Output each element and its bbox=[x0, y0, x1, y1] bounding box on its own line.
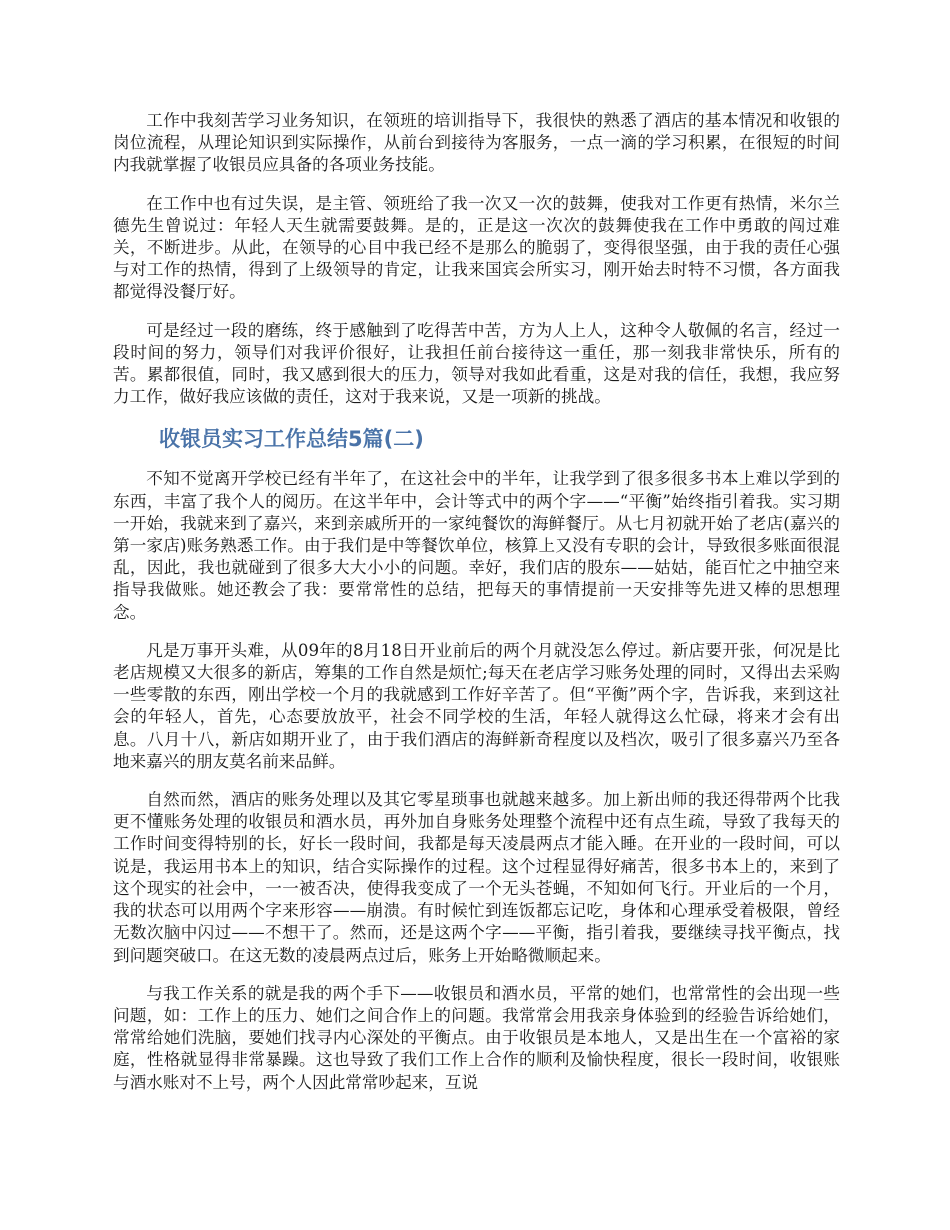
body-paragraph: 自然而然，酒店的账务处理以及其它零星琐事也就越来越多。加上新出师的我还得带两个比我更不懂账务处理的收银员和酒水员，再外加自身账务处理整个流程中还有点生疏，导致了我每天的工作时间变得特别的长，好长一段时间，我都是每天凌晨两点才能入睡。在开业的一段时间，可以说是，我运用书本上的知识，结合实际操作的过程。这个过程显得好痛苦，很多书本上的，来到了这个现实的社会中，一一被否决，使得我变成了一个无头苍蝇，不知如何飞行。开业后的一个月，我的状态可以用两个字来形容——崩溃。有时候忙到连饭都忘记吃，身体和心理承受着极限，曾经无数次脑中闪过——不想干了。然而，还是这两个字——平衡，指引着我，要继续寻找平衡点，找到问题突破口。在这无数的凌晨两点过后，账务上开始略微顺起来。 bbox=[113, 790, 840, 965]
body-paragraph: 与我工作关系的就是我的两个手下——收银员和酒水员，平常的她们，也常常性的会出现一些问题，如：工作上的压力、她们之间合作上的问题。我常常会用我亲身体验到的经验告诉给她们，常常给她们洗脑，要她们找寻内心深处的平衡点。由于收银员是本地人，又是出生在一个富裕的家庭，性格就显得非常暴躁。这也导致了我们工作上合作的顺利及愉快程度，很长一段时间，收银账与酒水账对不上号，两个人因此常常吵起来，互说 bbox=[113, 983, 840, 1092]
body-paragraph: 在工作中也有过失误，是主管、领班给了我一次又一次的鼓舞，使我对工作更有热情，米尔兰德先生曾说过：年轻人天生就需要鼓舞。是的，正是这一次次的鼓舞使我在工作中勇敢的闯过难关，不断进步。从此，在领导的心目中我已经不是那么的脆弱了，变得很坚强，由于我的责任心强与对工作的热情，得到了上级领导的肯定，让我来国宾会所实习，刚开始去时特不习惯，各方面我都觉得没餐厅好。 bbox=[113, 193, 840, 302]
body-paragraph: 不知不觉离开学校已经有半年了，在这社会中的半年，让我学到了很多很多书本上难以学到的东西，丰富了我个人的阅历。在这半年中，会计等式中的两个字——“平衡”始终指引着我。实习期一开始，我就来到了嘉兴，来到亲戚所开的一家纯餐饮的海鲜餐厅。从七月初就开始了老店(嘉兴的第一家店)账务熟悉工作。由于我们是中等餐饮单位，核算上又没有专职的会计，导致很多账面很混乱，因此，我也就碰到了很多大大小小的问题。幸好，我们店的股东——姑姑，能百忙之中抽空来指导我做账。她还教会了我：要常常性的总结，把每天的事情提前一天安排等先进又棒的思想理念。 bbox=[113, 469, 840, 622]
body-paragraph: 凡是万事开头难，从09年的8月18日开业前后的两个月就没怎么停过。新店要开张，何况是比老店规模又大很多的新店，筹集的工作自然是烦忙;每天在老店学习账务处理的同时，又得出去采购一些零散的东西，刚出学校一个月的我就感到工作好辛苦了。但“平衡”两个字，告诉我，来到这社会的年轻人，首先，心态要放放平，社会不同学校的生活，年轻人就得这么忙碌，将来才会有出息。八月十八，新店如期开业了，由于我们酒店的海鲜新奇程度以及档次，吸引了很多嘉兴乃至各地来嘉兴的朋友莫名前来品鲜。 bbox=[113, 640, 840, 771]
body-paragraph: 工作中我刻苦学习业务知识，在领班的培训指导下，我很快的熟悉了酒店的基本情况和收银的岗位流程，从理论知识到实际操作，从前台到接待为客服务，一点一滴的学习积累，在很短的时间内我就掌握了收银员应具备的各项业务技能。 bbox=[113, 111, 840, 175]
section-heading: 收银员实习工作总结5篇(二) bbox=[159, 427, 424, 452]
body-paragraph: 可是经过一段的磨练，终于感触到了吃得苦中苦，方为人上人，这种令人敬佩的名言，经过一段时间的努力，领导们对我评价很好，让我担任前台接待这一重任，那一刻我非常快乐，所有的苦。累都很值，同时，我又感到很大的压力，领导对我如此看重，这是对我的信任，我想，我应努力工作，做好我应该做的责任，这对于我来说，又是一项新的挑战。 bbox=[113, 320, 840, 407]
document-page bbox=[113, 110, 840, 1110]
